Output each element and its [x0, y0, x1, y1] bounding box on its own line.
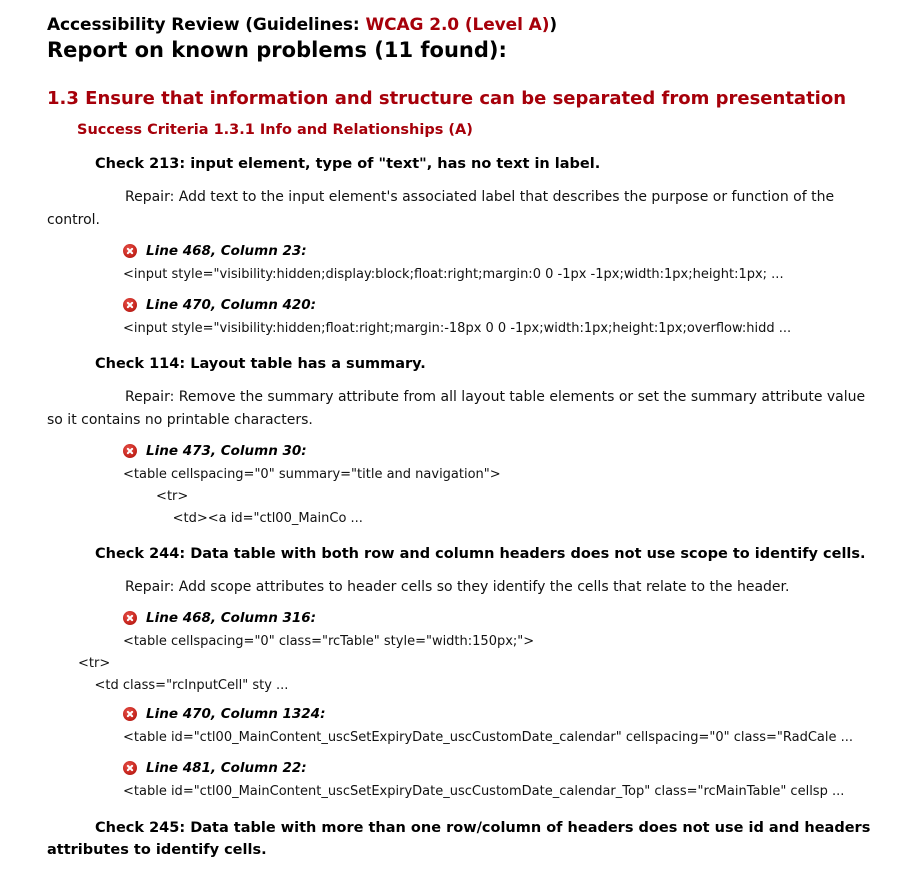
error-location: Line 481, Column 22: — [146, 760, 307, 776]
error-code-overflow: <tr> <td class="rcInputCell" sty ... — [78, 656, 289, 693]
error-icon — [123, 298, 137, 312]
error-icon — [123, 761, 137, 775]
error-location: Line 470, Column 1324: — [146, 706, 326, 722]
error-location: Line 473, Column 30: — [146, 443, 307, 459]
check-244-repair: Repair: Add scope attributes to header cells so they identify the cells that relate to the header. — [125, 579, 790, 595]
report-title — [47, 14, 877, 36]
error-location: Line 468, Column 23: — [146, 243, 307, 259]
error-code-snippet: <input style="visibility:hidden;display:block;float:right;margin:0 0 -1px -1px;width:1px;height:1px; ... — [123, 267, 784, 282]
check-114-title: Check 114: Layout table has a summary. — [95, 356, 426, 372]
title-suffix: ) — [549, 15, 558, 35]
title-prefix: Accessibility Review (Guidelines: — [47, 15, 366, 35]
error-icon — [123, 444, 137, 458]
error-icon — [123, 244, 137, 258]
error-code-snippet: <table id="ctl00_MainContent_uscSetExpiryDate_uscCustomDate_calendar" cellspacing="0" class="RadCale ... — [123, 730, 854, 745]
guideline-heading: 1.3 Ensure that information and structure can be separated from presentation — [47, 88, 847, 109]
error-item — [123, 296, 877, 340]
error-location: Line 468, Column 316: — [146, 610, 317, 626]
error-code-snippet: <table cellspacing="0" class="rcTable" style="width:150px;"> — [123, 634, 535, 649]
error-icon — [123, 707, 137, 721]
report-summary-heading: Report on known problems (11 found): — [47, 38, 507, 62]
error-item — [123, 242, 877, 286]
error-code-snippet: <table cellspacing="0" summary="title and navigation"> <tr> <td><a id="ctl00_MainCo ... — [123, 467, 501, 526]
error-item — [123, 759, 877, 803]
error-item — [123, 705, 877, 749]
check-245-title: Check 245: Data table with more than one row/column of headers does not use id and headers attributes to identify cells. — [47, 820, 871, 858]
check-114-repair: Repair: Remove the summary attribute from all layout table elements or set the summary attribute value so it contains no printable characters. — [47, 389, 866, 428]
error-code-snippet: <input style="visibility:hidden;float:right;margin:-18px 0 0 -1px;width:1px;height:1px;overflow:hidd ... — [123, 321, 792, 336]
error-item — [123, 442, 877, 530]
error-location: Line 470, Column 420: — [146, 297, 317, 313]
error-icon — [123, 611, 137, 625]
success-criteria-heading: Success Criteria 1.3.1 Info and Relationships (A) — [77, 122, 473, 138]
error-code-snippet: <table id="ctl00_MainContent_uscSetExpiryDate_uscCustomDate_calendar_Top" class="rcMainTable" cellsp ... — [123, 784, 845, 799]
check-244-title: Check 244: Data table with both row and column headers does not use scope to identify cells. — [95, 546, 866, 562]
check-213-title: Check 213: input element, type of "text", has no text in label. — [95, 156, 601, 172]
guidelines-link[interactable]: WCAG 2.0 (Level A) — [365, 15, 550, 35]
check-213-repair: Repair: Add text to the input element's associated label that describes the purpose or function of the control. — [47, 189, 835, 228]
error-item — [123, 609, 877, 653]
